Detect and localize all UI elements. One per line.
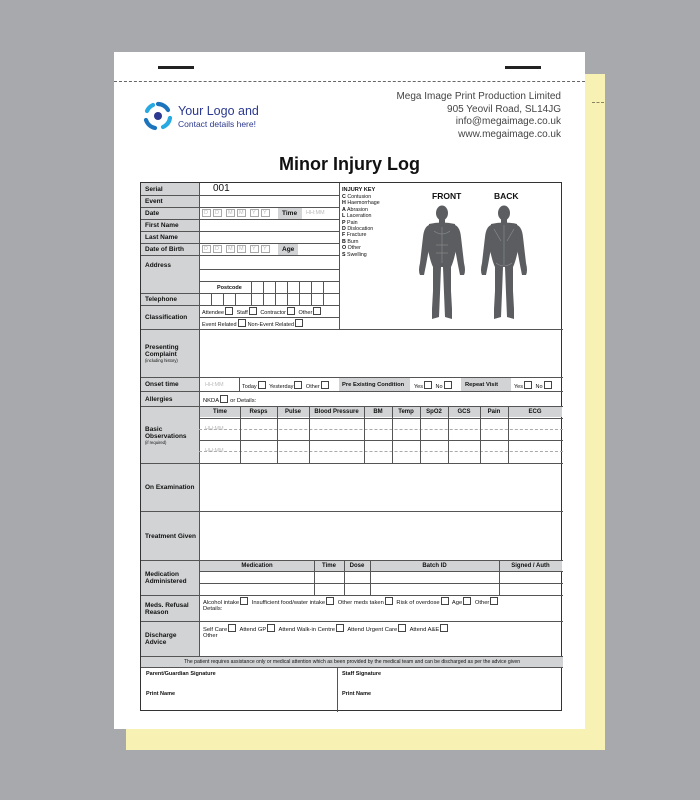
nkda-label: NKDA bbox=[203, 398, 220, 404]
injury-key-title: INJURY KEY bbox=[342, 187, 376, 193]
basic-observations-label: Basic Observations (if required) bbox=[141, 407, 199, 463]
repeat-visit-no: No bbox=[535, 384, 543, 390]
other-classification-checkbox[interactable] bbox=[313, 307, 321, 315]
date-day-placeholder-2: D bbox=[215, 210, 219, 216]
logo-text-line1: Your Logo and bbox=[178, 104, 259, 118]
date-month-placeholder-2: M bbox=[239, 210, 244, 216]
company-logo-icon bbox=[142, 100, 174, 132]
serial-label: Serial bbox=[141, 183, 199, 195]
discharge-self-care-checkbox[interactable] bbox=[228, 624, 236, 632]
non-event-checkbox[interactable] bbox=[295, 319, 303, 327]
staff-signature-label: Staff Signature bbox=[342, 671, 382, 677]
binding-mark-left bbox=[158, 66, 194, 69]
repeat-visit-no-checkbox[interactable] bbox=[544, 381, 552, 389]
classification-non-event: Non-Event Related bbox=[247, 322, 295, 328]
company-name: Mega Image Print Production Limited bbox=[396, 91, 561, 102]
company-address: 905 Yeovil Road, SL14JG bbox=[447, 103, 561, 115]
logo-text-line2: Contact details here! bbox=[178, 119, 256, 129]
pre-existing-options bbox=[414, 381, 454, 391]
repeat-visit-label: Repeat Visit bbox=[461, 378, 511, 391]
obs-time-placeholder-1: HH:MM bbox=[205, 426, 224, 432]
med-col-medication: Medication bbox=[200, 561, 314, 571]
first-name-label: First Name bbox=[141, 219, 199, 231]
obs-col-bm: BM bbox=[364, 407, 392, 417]
dob-year-placeholder-2: Y bbox=[263, 246, 267, 252]
medication-label: Medication Administered bbox=[141, 561, 199, 595]
injury-key-item: C Contusion bbox=[342, 194, 372, 200]
repeat-visit-yes: Yes bbox=[514, 384, 523, 390]
dob-year-placeholder-1: Y bbox=[252, 246, 256, 252]
date-day-placeholder-1: D bbox=[204, 210, 208, 216]
medication-header bbox=[200, 561, 562, 571]
repeat-visit-options bbox=[514, 381, 554, 391]
onset-yesterday-checkbox[interactable] bbox=[294, 381, 302, 389]
carbon-perforation bbox=[592, 102, 604, 103]
injury-key-item: F Fracture bbox=[342, 232, 367, 239]
discharge-other: Other bbox=[203, 633, 218, 639]
obs-time-placeholder-2: HH:MM bbox=[205, 448, 224, 454]
obs-col-spo2: SpO2 bbox=[420, 407, 448, 417]
med-col-time: Time bbox=[314, 561, 344, 571]
classification-label: Classification bbox=[141, 305, 199, 329]
classification-contractor: Contractor bbox=[260, 310, 286, 316]
med-col-batch: Batch ID bbox=[370, 561, 499, 571]
date-year-placeholder-2: Y bbox=[263, 210, 267, 216]
binding-mark-right bbox=[505, 66, 541, 69]
injury-key-item: P Pain bbox=[342, 219, 358, 226]
obs-col-ecg: ECG bbox=[508, 407, 562, 417]
allergies-details-label: or Details: bbox=[230, 398, 257, 404]
time-placeholder: HH:MM bbox=[306, 210, 325, 216]
pre-existing-yes: Yes bbox=[414, 384, 423, 390]
refusal-alcohol-checkbox[interactable] bbox=[240, 597, 248, 605]
staff-checkbox[interactable] bbox=[249, 307, 257, 315]
first-name-field[interactable] bbox=[200, 220, 338, 230]
discharge-walk-in: Attend Walk-in Centre bbox=[278, 627, 336, 633]
obs-col-pulse: Pulse bbox=[277, 407, 309, 417]
postcode-label: Postcode bbox=[217, 285, 242, 291]
onset-time-placeholder: HH:MM bbox=[205, 382, 224, 388]
injury-form-table bbox=[140, 182, 562, 711]
onset-yesterday: Yesterday bbox=[269, 384, 294, 390]
parent-print-name-field[interactable] bbox=[141, 688, 337, 710]
refusal-options bbox=[203, 597, 500, 607]
onset-other-checkbox[interactable] bbox=[321, 381, 329, 389]
form-title: Minor Injury Log bbox=[279, 154, 420, 174]
refusal-food-checkbox[interactable] bbox=[326, 597, 334, 605]
refusal-other: Other bbox=[474, 600, 490, 606]
on-examination-label: On Examination bbox=[141, 464, 199, 511]
company-email: info@megaimage.co.uk bbox=[455, 116, 561, 127]
discharge-self-care: Self Care bbox=[203, 627, 228, 633]
date-month-placeholder-1: M bbox=[228, 210, 233, 216]
presenting-complaint-label: Presenting Complaint (including history) bbox=[141, 330, 199, 377]
pre-existing-no: No bbox=[435, 384, 443, 390]
injury-key-item: D Dislocation bbox=[342, 226, 374, 233]
injury-key bbox=[342, 186, 380, 258]
onset-today-checkbox[interactable] bbox=[258, 381, 266, 389]
discharge-walk-in-checkbox[interactable] bbox=[336, 624, 344, 632]
pre-existing-yes-checkbox[interactable] bbox=[424, 381, 432, 389]
meds-refusal-label: Meds. Refusal Reason bbox=[141, 596, 199, 621]
allergies-options bbox=[203, 395, 256, 405]
serial-value[interactable]: 001 bbox=[213, 183, 230, 194]
refusal-details: Details: bbox=[203, 606, 223, 612]
obs-col-gcs: GCS bbox=[448, 407, 480, 417]
company-details bbox=[396, 91, 561, 141]
classification-attendee: Attendee bbox=[202, 310, 225, 316]
treatment-given-label: Treatment Given bbox=[141, 512, 199, 560]
presenting-sublabel: (including history) bbox=[145, 358, 178, 363]
obs-col-resps: Resps bbox=[240, 407, 277, 417]
refusal-age-checkbox[interactable] bbox=[463, 597, 471, 605]
parent-signature-field[interactable] bbox=[141, 667, 337, 687]
contractor-checkbox[interactable] bbox=[287, 307, 295, 315]
staff-print-name-label: Print Name bbox=[342, 691, 372, 697]
refusal-overdose: Risk of overdose bbox=[396, 600, 440, 606]
discharge-urgent-care-checkbox[interactable] bbox=[398, 624, 406, 632]
date-year-placeholder-1: Y bbox=[252, 210, 256, 216]
event-related-checkbox[interactable] bbox=[238, 319, 246, 327]
nkda-checkbox[interactable] bbox=[220, 395, 228, 403]
onset-options bbox=[242, 381, 331, 391]
classification-row2 bbox=[202, 319, 305, 329]
discharge-gp-checkbox[interactable] bbox=[267, 624, 275, 632]
injury-key-item: S Swelling bbox=[342, 251, 367, 258]
refusal-alcohol: Alcohol intake bbox=[203, 600, 240, 606]
pre-existing-label: Pre Existing Condition bbox=[339, 378, 410, 391]
dob-day-placeholder-2: D bbox=[215, 246, 219, 252]
injury-key-item: B Burn bbox=[342, 238, 359, 245]
discharge-a-and-e: Attend A&E bbox=[409, 627, 440, 633]
refusal-age: Age bbox=[451, 600, 463, 606]
presenting-complaint-field[interactable] bbox=[200, 330, 562, 377]
refusal-overdose-checkbox[interactable] bbox=[441, 597, 449, 605]
body-back-icon[interactable] bbox=[479, 205, 529, 323]
declaration-text: The patient requires assistance only or medical attention which as been provided by the medical team and can be discharged as per the advice given bbox=[141, 657, 563, 667]
onset-other: Other bbox=[305, 384, 320, 390]
refusal-meds-checkbox[interactable] bbox=[385, 597, 393, 605]
observations-sublabel: (if required) bbox=[145, 439, 167, 445]
injury-key-item: A Abrasion bbox=[342, 206, 368, 213]
refusal-other-meds: Other meds taken bbox=[337, 600, 384, 606]
injury-key-item: O Other bbox=[342, 245, 361, 252]
obs-col-time: Time bbox=[200, 407, 240, 417]
classification-row1 bbox=[202, 307, 323, 317]
parent-signature-label: Parent/Guardian Signature bbox=[146, 671, 216, 677]
refusal-food-water: Insufficient food/water intake bbox=[251, 600, 326, 606]
classification-event-related: Event Related bbox=[202, 322, 237, 328]
event-label: Event bbox=[141, 195, 199, 207]
allergies-label: Allergies bbox=[141, 392, 199, 406]
last-name-field[interactable] bbox=[200, 232, 338, 242]
company-website: www.megaimage.co.uk bbox=[458, 128, 561, 140]
telephone-label: Telephone bbox=[141, 293, 199, 305]
injury-key-item: L Laceration bbox=[342, 213, 372, 220]
injury-key-item: H Haemorrhage bbox=[342, 200, 380, 207]
event-field[interactable] bbox=[200, 196, 338, 206]
refusal-other-checkbox[interactable] bbox=[490, 597, 498, 605]
repeat-visit-yes-checkbox[interactable] bbox=[524, 381, 532, 389]
body-front-icon[interactable] bbox=[417, 205, 467, 323]
age-label: Age bbox=[278, 244, 298, 255]
front-label: FRONT bbox=[432, 191, 462, 201]
onset-today: Today bbox=[242, 384, 257, 390]
back-label: BACK bbox=[494, 191, 519, 201]
obs-col-temp: Temp bbox=[392, 407, 420, 417]
discharge-gp: Attend GP bbox=[239, 627, 267, 633]
last-name-label: Last Name bbox=[141, 231, 199, 243]
address-label: Address bbox=[141, 255, 199, 293]
staff-signature-field[interactable] bbox=[338, 667, 562, 687]
onset-time-label: Onset time bbox=[141, 378, 199, 391]
discharge-urgent-care: Attend Urgent Care bbox=[347, 627, 398, 633]
classification-staff: Staff bbox=[236, 310, 248, 316]
parent-print-name-label: Print Name bbox=[146, 691, 176, 697]
dob-label: Date of Birth bbox=[141, 243, 199, 255]
discharge-ae-checkbox[interactable] bbox=[440, 624, 448, 632]
dob-day-placeholder-1: D bbox=[204, 246, 208, 252]
staff-print-name-field[interactable] bbox=[338, 688, 562, 710]
time-label: Time bbox=[278, 208, 302, 219]
discharge-advice-label: Discharge Advice bbox=[141, 622, 199, 656]
pre-existing-no-checkbox[interactable] bbox=[444, 381, 452, 389]
med-col-signed: Signed / Auth bbox=[499, 561, 562, 571]
treatment-given-field[interactable] bbox=[200, 512, 562, 560]
dob-month-placeholder-1: M bbox=[228, 246, 233, 252]
perforation-line bbox=[114, 81, 585, 82]
dob-month-placeholder-2: M bbox=[239, 246, 244, 252]
discharge-options bbox=[203, 624, 450, 634]
attendee-checkbox[interactable] bbox=[225, 307, 233, 315]
on-examination-field[interactable] bbox=[200, 464, 562, 511]
obs-col-pain: Pain bbox=[480, 407, 508, 417]
classification-other: Other bbox=[298, 310, 313, 316]
obs-col-bp: Blood Pressure bbox=[309, 407, 364, 417]
med-col-dose: Dose bbox=[344, 561, 370, 571]
date-label: Date bbox=[141, 207, 199, 219]
